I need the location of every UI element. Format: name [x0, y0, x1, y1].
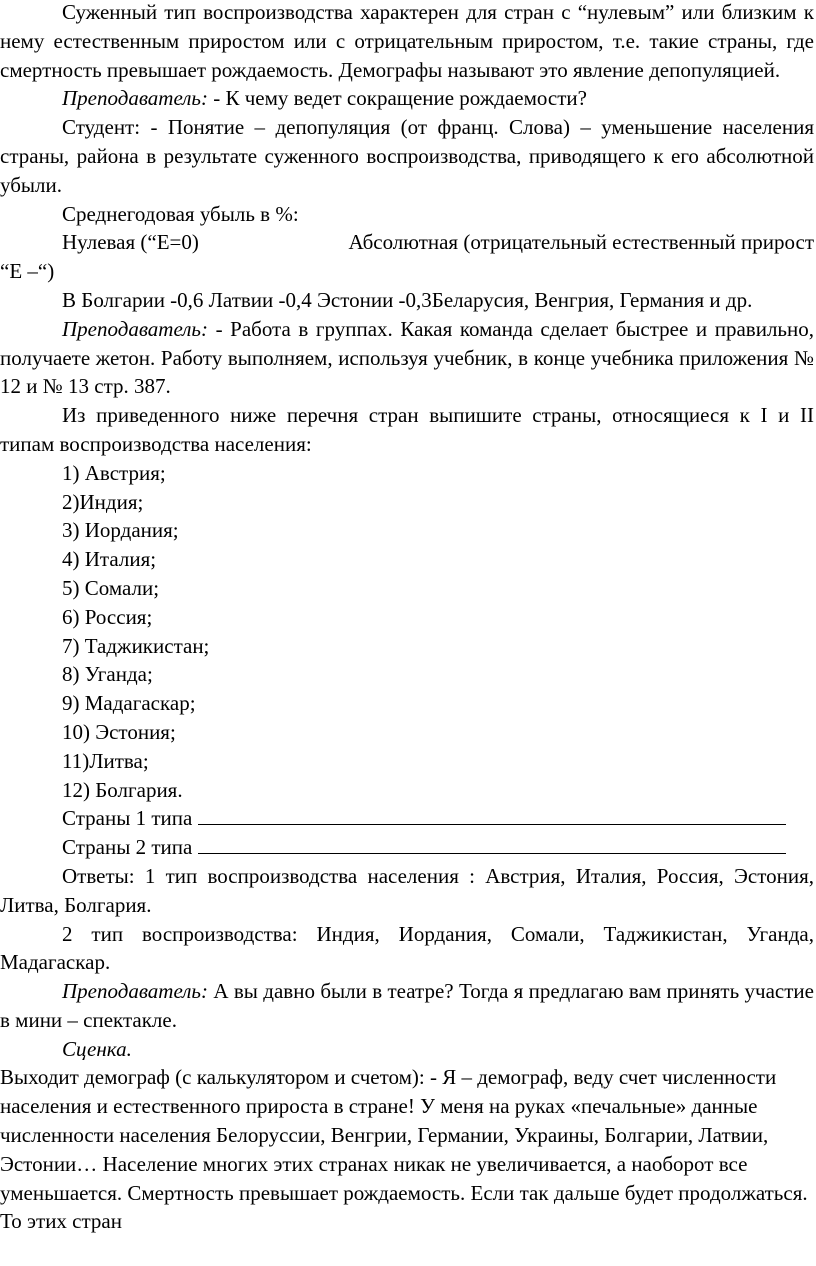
list-item: 1) Австрия; — [62, 460, 166, 485]
type1-blank[interactable] — [198, 804, 786, 825]
paragraph-answers-type2: 2 тип воспроизводства: Индия, Иордания, Сомали, Таджикистан, Уганда, Мадагаскар. — [0, 921, 814, 975]
teacher-question-text: - К чему ведет сокращение рождаемости? — [207, 86, 587, 111]
list-item: 5) Сомали; — [62, 575, 160, 600]
paragraph-scene: Выходит демограф (с калькулятором и счетом): - Я – демограф, веду счет численности населения и естественного прироста в стране! У меня на руках «печальные» данные численности населения Белоруссии, Венгрии, Германии, Украины, Болгарии, Латвии, Эстонии… Население многих этих странах никак не увеличивается, а наоборот все уменьшается. Смертность превышает рождаемость. Если так дальше будет продолжаться. То этих стран — [0, 1065, 808, 1234]
list-item: 8) Уганда; — [62, 662, 153, 687]
list-item: 10) Эстония; — [62, 719, 176, 744]
type2-label: Страны 2 типа — [62, 835, 193, 860]
paragraph-annual-decline: Среднегодовая убыль в %: — [62, 201, 299, 226]
paragraph-task: Из приведенного ниже перечня стран выпишите страны, относящиеся к I и II типам воспроизводства населения: — [0, 403, 814, 456]
list-item: 4) Италия; — [62, 547, 157, 572]
type2-fill-line — [0, 833, 814, 862]
scene-title: Сценка. — [62, 1036, 132, 1061]
speaker-teacher: Преподаватель: — [62, 86, 208, 111]
paragraph-narrowed-reproduction: Суженный тип воспроизводства характерен для стран с “нулевым” или близким к нему естественным приростом или с отрицательным приростом, т.е. такие страны, где смертность превышает рождаемость. Демографы называют это явление депопуляцией. — [0, 0, 814, 82]
type1-label: Страны 1 типа — [62, 806, 193, 831]
paragraph-answers-type1: Ответы: 1 тип воспроизводства населения : Австрия, Италия, Россия, Эстония, Литва, Болгария. — [0, 863, 814, 917]
list-item: 7) Таджикистан; — [62, 633, 210, 658]
absolute-growth-label: Абсолютная (отрицательный естественный прирост — [348, 230, 814, 255]
scene-title-line — [0, 1035, 814, 1064]
zero-growth-label: Нулевая (“E=0) — [62, 230, 199, 255]
list-item: 11)Литва; — [62, 748, 149, 773]
growth-types-tail: “E –“) — [0, 259, 55, 284]
list-item: 2)Индия; — [62, 489, 144, 514]
type2-blank[interactable] — [198, 833, 786, 854]
paragraph-student-answer: Студент: - Понятие – депопуляция (от франц. Слова) – уменьшение населения страны, района в результате суженного воспроизводства, приводящего к его абсолютной убыли. — [0, 115, 814, 197]
paragraph-growth-types — [0, 228, 814, 257]
list-item: 12) Болгария. — [62, 777, 183, 802]
list-item: 3) Иордания; — [62, 518, 179, 543]
paragraph-group-work — [0, 315, 814, 401]
paragraph-teacher-question — [0, 84, 814, 113]
country-list — [0, 459, 814, 805]
group-work-text: - Работа в группах. Какая команда сделает быстрее и правильно, получаете жетон. Работу выполняем, используя учебник, в конце учебника приложения № 12 и № 13 стр. 387. — [0, 316, 814, 399]
paragraph-theater — [0, 977, 814, 1035]
list-item: 9) Мадагаскар; — [62, 691, 196, 716]
paragraph-country-decline: В Болгарии -0,6 Латвии -0,4 Эстонии -0,3Беларусия, Венгрия, Германия и др. — [62, 287, 753, 312]
speaker-teacher: Преподаватель: — [62, 979, 208, 1004]
type1-fill-line — [0, 804, 814, 833]
theater-text: А вы давно были в театре? Тогда я предлагаю вам принять участие в мини – спектакле. — [0, 979, 814, 1032]
list-item: 6) Россия; — [62, 604, 153, 629]
speaker-teacher: Преподаватель: — [62, 316, 208, 341]
